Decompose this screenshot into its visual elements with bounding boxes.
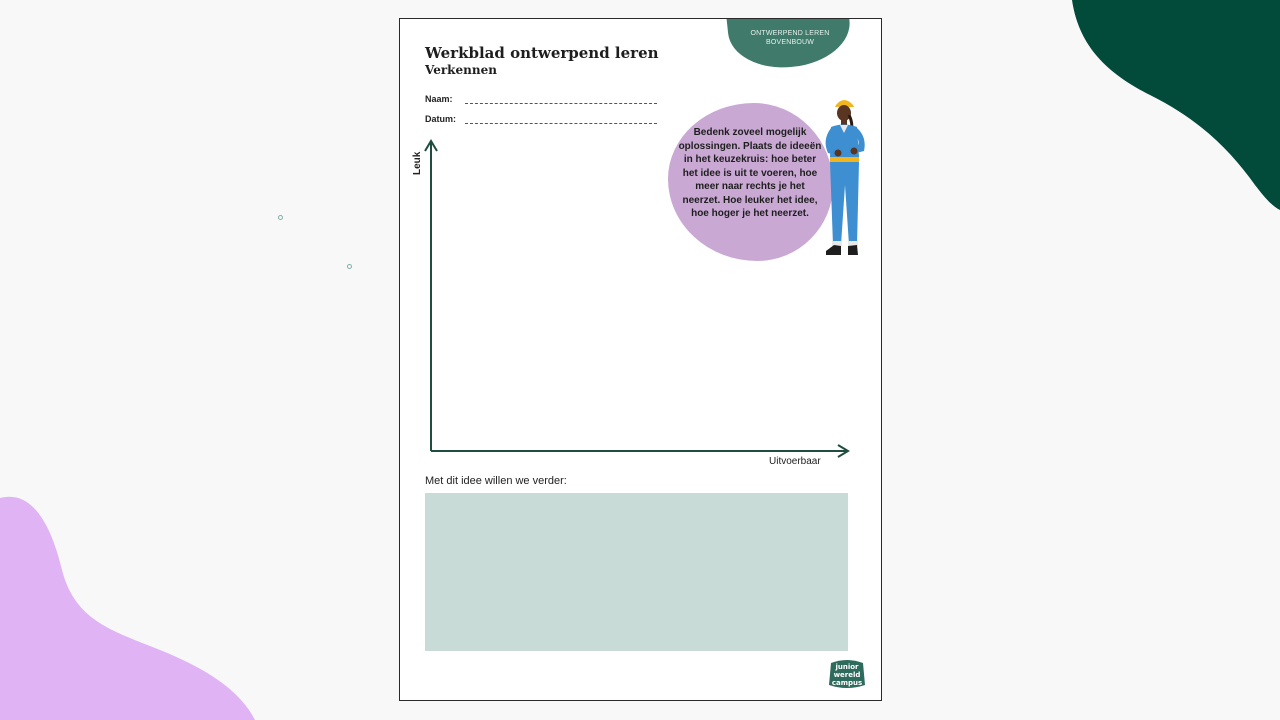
logo-line2: wereld <box>833 671 861 679</box>
date-field[interactable] <box>465 123 657 124</box>
name-field[interactable] <box>465 103 657 104</box>
junior-wereld-campus-logo <box>827 659 867 689</box>
worksheet-subtitle: Verkennen <box>425 63 497 77</box>
name-label: Naam: <box>425 94 453 104</box>
category-tag-line2: BOVENBOUW <box>765 39 815 46</box>
decorative-green-blob <box>1060 0 1280 215</box>
logo-line1: junior <box>835 663 859 671</box>
worksheet-title: Werkblad ontwerpend leren <box>425 44 659 62</box>
category-tag-line1: ONTWERPEND LEREN <box>750 30 830 37</box>
continue-label: Met dit idee willen we verder: <box>425 475 567 487</box>
answer-box[interactable] <box>425 493 848 651</box>
decorative-lilac-blob <box>0 490 260 720</box>
x-axis-label: Uitvoerbaar <box>769 456 821 467</box>
y-axis-label: Leuk <box>412 151 423 175</box>
date-label: Datum: <box>425 114 456 124</box>
construction-worker-illustration <box>816 95 872 263</box>
decorative-dot <box>347 264 352 269</box>
logo-line3: campus <box>831 679 863 687</box>
decorative-dot <box>278 215 283 220</box>
worksheet-page <box>399 18 882 701</box>
category-tag <box>740 29 840 47</box>
speech-bubble-text: Bedenk zoveel mogelijk oplossingen. Plaats de ideeën in het keuzekruis: hoe beter het idee is uit te voeren, hoe meer naar rechts je het neerzet. Hoe leuker het idee, hoe hoger je het neerzet. <box>678 127 822 219</box>
